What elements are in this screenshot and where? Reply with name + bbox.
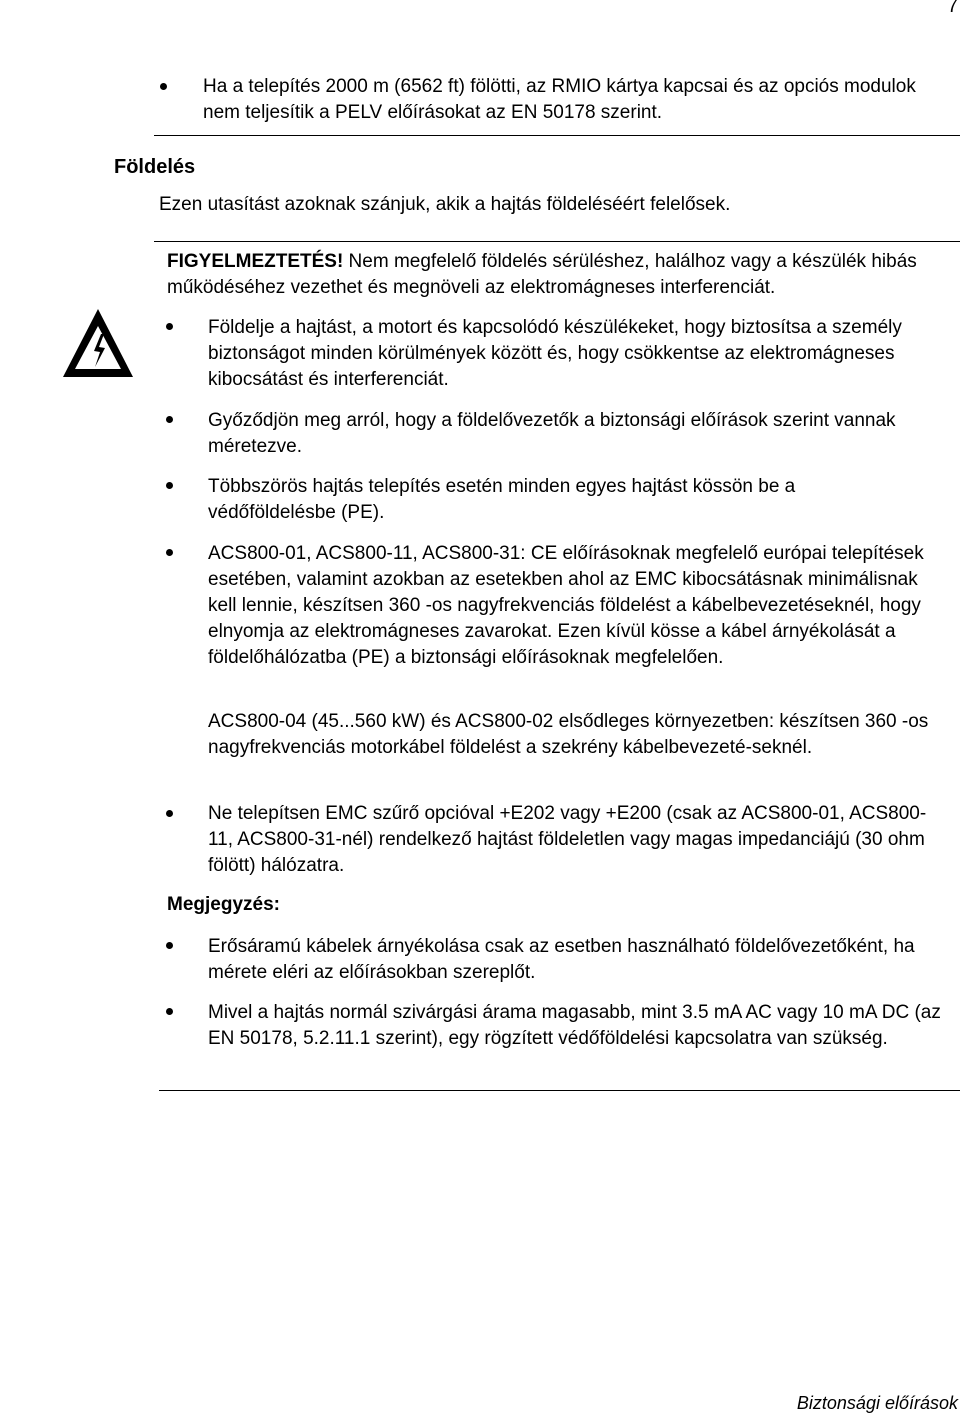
divider [154, 241, 960, 242]
list-item-continuation: ACS800-04 (45...560 kW) és ACS800-02 elsődleges környezetben: készítsen 360 -os nagyfrekvenciás motorkábel földelést a szekrény kábelbevezeté-seknél. [208, 711, 929, 758]
note-heading: Megjegyzés: [167, 894, 280, 915]
page-number: 7 [947, 0, 958, 17]
bullet-dot [166, 810, 173, 817]
list-item: Győződjön meg arról, hogy a földelővezetők a biztonsági előírások szerint vannak méretezve. [208, 410, 896, 457]
list-item: Erősáramú kábelek árnyékolása csak az esetben használható földelővezetőként, ha mérete eléri az előírásokban szereplőt. [208, 936, 915, 983]
warning-title: FIGYELMEZTETÉS! [167, 251, 344, 272]
list-item: Földelje a hajtást, a motort és kapcsolódó készülékeket, hogy biztosítsa a személy biztonságot minden körülmények között és, hogy csökkentse az elektromágneses kibocsátást és interferenciát. [208, 317, 902, 390]
divider [154, 135, 960, 136]
bullet-dot [166, 942, 173, 949]
warning-statement [167, 249, 957, 301]
list-item: Ne telepítsen EMC szűrő opcióval +E202 vagy +E200 (csak az ACS800-01, ACS800-11, ACS800-31-nél) rendelkező hajtást földeletlen vagy magas impedanciájú (30 ohm fölött) hálózatra. [208, 803, 927, 876]
footer: Biztonsági előírások [796, 1393, 958, 1413]
section-intro: Ezen utasítást azoknak szánjuk, akik a hajtás földeléséért felelősek. [159, 194, 731, 215]
list-item: Többszörös hajtás telepítés esetén minden egyes hajtást kössön be a védőföldelésbe (PE). [208, 476, 796, 523]
electrical-hazard-warning-icon [62, 307, 134, 379]
bullet-dot [166, 549, 173, 556]
bullet-dot [166, 416, 173, 423]
list-item: Mivel a hajtás normál szivárgási árama magasabb, mint 3.5 mA AC vagy 10 mA DC (az EN 50178, 5.2.11.1 szerint), egy rögzített védőföldelési kapcsolatra van szükség. [208, 1002, 941, 1049]
bullet-dot [166, 482, 173, 489]
intro-bullet-text: Ha a telepítés 2000 m (6562 ft) fölötti, az RMIO kártya kapcsai és az opciós modulok nem teljesítik a PELV előírásokat az EN 50178 szerint. [203, 76, 916, 123]
section-heading: Földelés [114, 156, 196, 178]
list-item: ACS800-01, ACS800-11, ACS800-31: CE előírásoknak megfelelő európai telepítések esetében, valamint azokban az esetekben ahol az EMC kibocsátásnak minimálisnak kell lennie, készítsen 360 -os nagyfrekvenciás földelést a kábelbevezetéseknél, hogy elnyomja az elektromágneses zavarokat. Ezen kívül kösse a kábel árnyékolását a földelőhálózatba (PE) a biztonsági előírásoknak megfelelően. [208, 543, 924, 668]
warning-text: Nem megfelelő földelés sérüléshez, halálhoz vagy a készülék hibás működéséhez vezethet és megnöveli az elektromágneses interferenciát. [167, 251, 917, 298]
bullet-dot [160, 83, 167, 90]
bullet-dot [166, 1008, 173, 1015]
bullet-dot [166, 323, 173, 330]
divider [159, 1090, 960, 1091]
